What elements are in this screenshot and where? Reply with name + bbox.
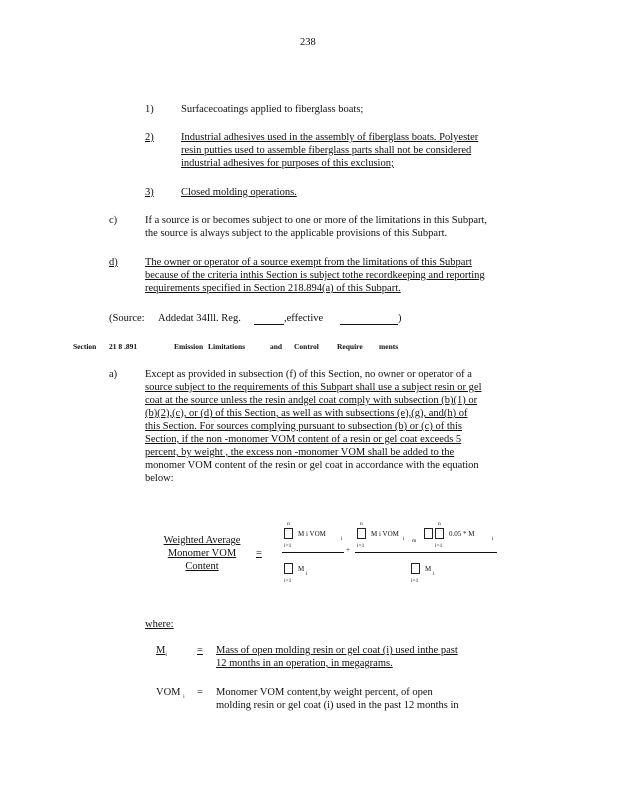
sum-upper-limit: n — [438, 521, 441, 527]
subscript-i: i — [306, 571, 308, 577]
section-heading-title: Emission — [174, 342, 204, 351]
item-a-label: a) — [109, 369, 118, 380]
subscript-i: i — [403, 536, 405, 542]
item-a-line: this Section. For sources complying pursuant to subsection (b) or (c) of this — [145, 421, 462, 432]
subscript-m: m — [412, 538, 417, 544]
item-a-line: monomer VOM content of the resin or gel coat in accordance with the equation — [145, 460, 479, 471]
definition-line: Monomer VOM content,by weight percent, of open — [216, 687, 433, 698]
equation-term-3: 0.05 * M — [449, 530, 475, 538]
equation-lhs-line: Weighted Average — [163, 535, 241, 546]
denominator-m: M — [425, 565, 432, 573]
section-heading-title: ments — [379, 342, 399, 351]
section-heading-title: Control — [294, 342, 319, 351]
list-item-1-text — [181, 103, 363, 116]
item-c-line: the source is always subject to the applicable provisions of this Subpart. — [145, 228, 448, 239]
section-heading-number: 21 8 .891 — [109, 342, 138, 351]
item-a-line: Section, if the non -monomer VOM content of a resin or gel coat exceeds 5 — [145, 434, 462, 445]
item-a-line: (b)(2),(c), or (d) of this Section, as well as with subsections (e),(g), and(h) of — [145, 408, 468, 419]
summation-icon — [411, 563, 420, 574]
definition-term-text: M — [156, 645, 166, 656]
equation-lhs — [157, 534, 247, 573]
sum-upper-limit: n — [360, 521, 363, 527]
equation-plus: + — [346, 546, 350, 554]
list-item-2-label: 2) — [145, 132, 154, 143]
sum-lower-limit: i=1 — [435, 543, 443, 549]
sum-lower-limit: i=1 — [284, 578, 292, 584]
source-note-added: Addedat 34Ill. Reg. — [158, 313, 241, 324]
definition-text — [216, 686, 459, 712]
item-d-line: requirements specified in Section 218.894(a) of this Subpart. — [145, 283, 401, 294]
item-a-line: below: — [145, 473, 174, 484]
definition-line: Mass of open molding resin or gel coat (i) used inthe past — [216, 645, 458, 656]
list-item-1-label: 1) — [145, 104, 154, 115]
summation-icon — [284, 528, 293, 539]
equation-term-2: M i VOM — [371, 530, 399, 538]
item-d-label: d) — [109, 257, 118, 268]
equation-equals: = — [256, 548, 262, 559]
fraction-bar-1 — [282, 552, 344, 553]
list-item-3-text — [181, 186, 297, 199]
item-c-text — [145, 214, 487, 240]
source-note-effective: ,effective — [284, 313, 324, 324]
sum-upper-limit: n — [287, 521, 290, 527]
definition-equals: = — [197, 645, 203, 656]
section-heading-title: Require — [337, 342, 363, 351]
fraction-bar-2 — [355, 552, 497, 553]
definition-term-subscript: i — [165, 652, 167, 659]
comparison-icon — [424, 528, 433, 539]
section-heading-title: Limitations — [208, 342, 246, 351]
source-note-prefix: (Source: — [109, 313, 145, 324]
item-a-line: percent, by weight , the excess non -monomer VOM shall be added to the — [145, 447, 455, 458]
item-a-line: Except as provided in subsection (f) of this Section, no owner or operator of a — [145, 369, 472, 380]
item-a-line: coat at the source unless the resin andgel coat comply with subsection (b)(1) or — [145, 395, 478, 406]
equation-lhs-line: Content — [185, 561, 219, 572]
item-d-line: because of the criteria inthis Section is subject tothe recordkeeping and reporting — [145, 270, 485, 281]
denominator-m: M — [298, 565, 305, 573]
sum-lower-limit: i=1 — [357, 543, 365, 549]
equation-term-1: M i VOM — [298, 530, 326, 538]
summation-icon — [435, 528, 444, 539]
definition-term-subscript: i — [183, 694, 185, 701]
source-note-blank-2 — [340, 324, 398, 325]
item-d-line: The owner or operator of a source exempt from the limitations of this Subpart — [145, 257, 472, 268]
summation-icon — [357, 528, 366, 539]
definition-line: 12 months in an operation, in megagrams. — [216, 658, 393, 669]
item-d-text — [145, 256, 485, 295]
list-item-2-text — [181, 131, 478, 170]
list-item-1-line: Surfacecoatings applied to fiberglass boats; — [181, 104, 364, 115]
list-item-3-label: 3) — [145, 187, 154, 198]
subscript-i: i — [433, 571, 435, 577]
subscript-i: i — [492, 536, 494, 542]
definition-term — [156, 686, 185, 704]
item-c-label: c) — [109, 215, 118, 226]
where-label: where: — [145, 619, 174, 630]
definition-equals: = — [197, 687, 203, 698]
page-number: 238 — [300, 37, 316, 48]
list-item-2-line: industrial adhesives for purposes of this exclusion; — [181, 158, 394, 169]
subscript-i: i — [341, 536, 343, 542]
summation-icon — [284, 563, 293, 574]
item-a-text — [145, 368, 482, 485]
source-note-close: ) — [398, 313, 402, 324]
section-heading-title: and — [270, 342, 283, 351]
list-item-2-line: resin putties used to assemble fiberglass parts shall not be considered — [181, 145, 472, 156]
item-c-line: If a source is or becomes subject to one or more of the limitations in this Subpart, — [145, 215, 488, 226]
equation-lhs-line: Monomer VOM — [167, 548, 237, 559]
sum-lower-limit: i=1 — [284, 543, 292, 549]
section-heading-word: Section — [73, 342, 97, 351]
definition-text — [216, 644, 458, 670]
sum-lower-limit: i=1 — [411, 578, 419, 584]
list-item-3-line: Closed molding operations. — [181, 187, 297, 198]
definition-term — [156, 644, 167, 662]
definition-line: molding resin or gel coat (i) used in the past 12 months in — [216, 700, 459, 711]
definition-term-text: VOM — [156, 687, 181, 698]
source-note-blank-1 — [254, 324, 284, 325]
list-item-2-line: Industrial adhesives used in the assembly of fiberglass boats. Polyester — [181, 132, 479, 143]
item-a-line: source subject to the requirements of this Subpart shall use a subject resin or gel — [145, 382, 482, 393]
